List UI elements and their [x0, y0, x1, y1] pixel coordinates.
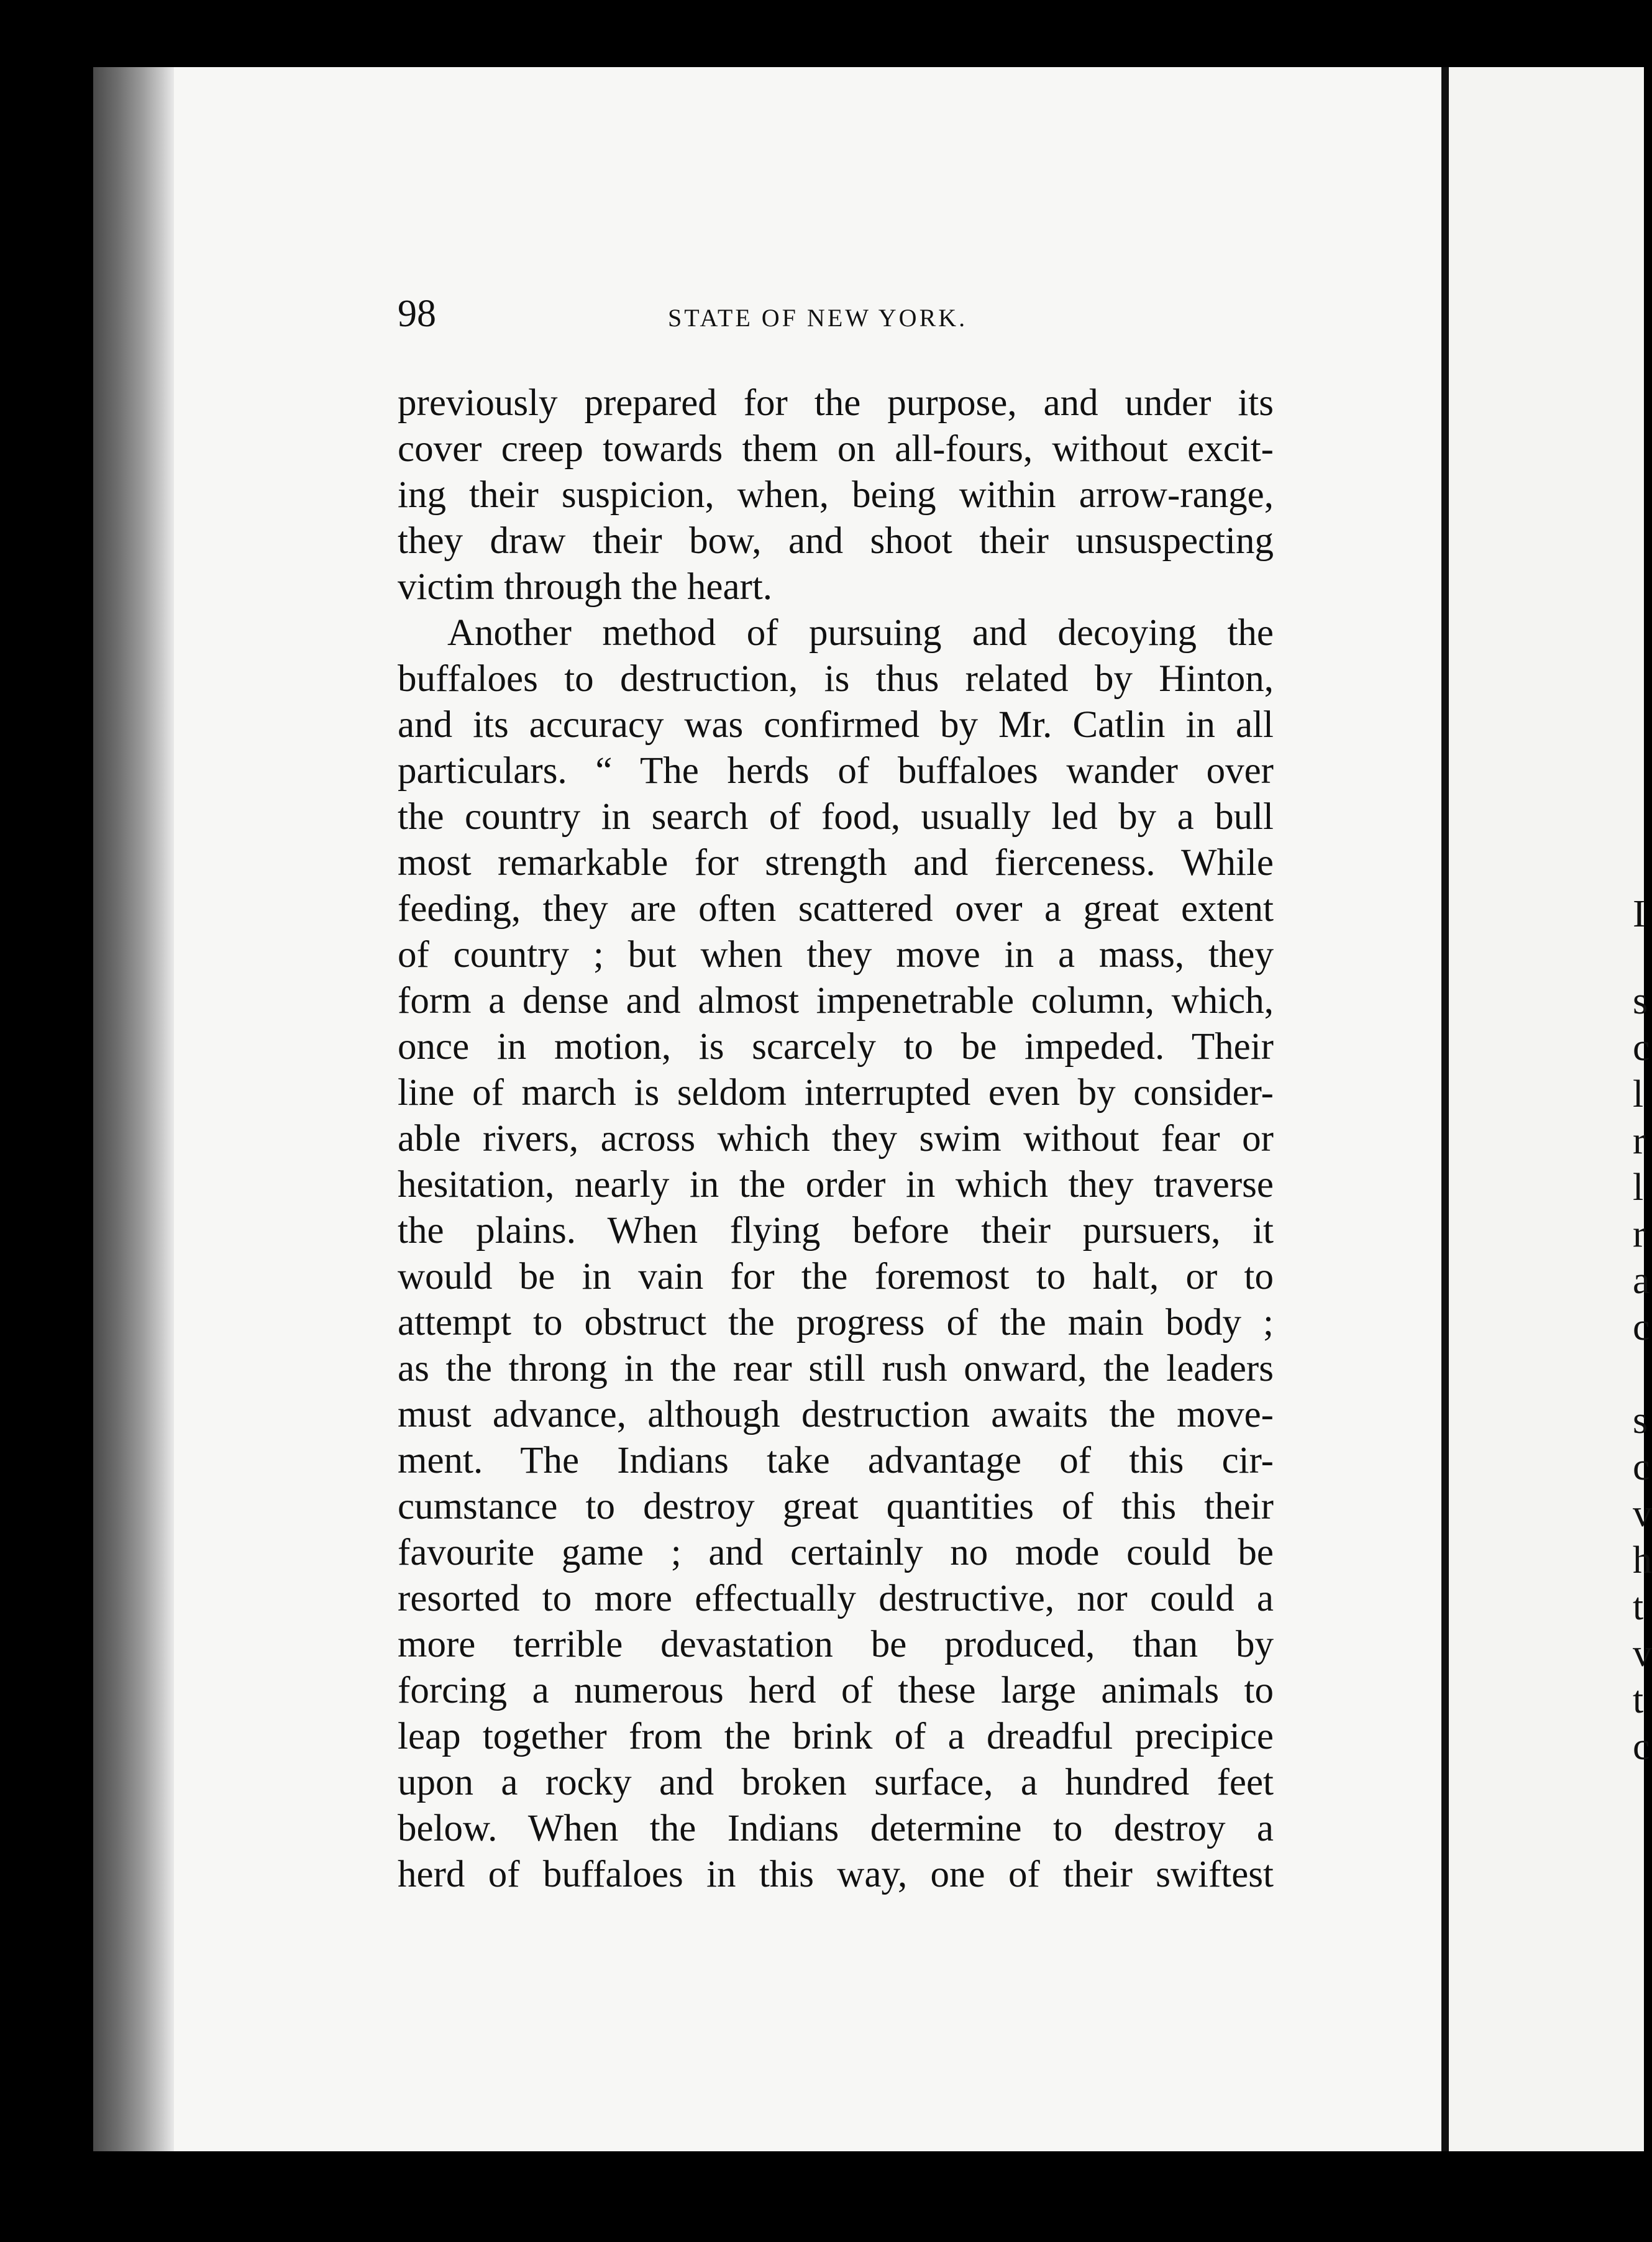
text-line: Another method of pursuing and decoying the	[447, 612, 1274, 654]
facing-page-letter: a	[1633, 1260, 1650, 1302]
text-line: cover creep towards them on all-fours, without excit-	[398, 428, 1274, 470]
book-spine	[1441, 67, 1449, 2151]
text-line: feeding, they are often scattered over a great extent	[398, 888, 1274, 930]
facing-page-letter: c	[1633, 1446, 1650, 1488]
page-header	[398, 292, 1274, 348]
facing-page	[1449, 67, 1644, 2151]
text-line: of country ; but when they move in a mass, they	[398, 934, 1274, 976]
text-line: upon a rocky and broken surface, a hundred feet	[398, 1762, 1274, 1803]
facing-page-letter: v	[1633, 1493, 1652, 1535]
facing-page-letter: r	[1633, 1213, 1646, 1255]
text-line: herd of buffaloes in this way, one of their swiftest	[398, 1854, 1274, 1895]
text-line: they draw their bow, and shoot their unsuspecting	[398, 520, 1274, 562]
text-line: resorted to more effectually destructive, nor could a	[398, 1578, 1274, 1619]
text-line: and its accuracy was confirmed by Mr. Catlin in all	[398, 704, 1274, 746]
facing-page-letter: l	[1633, 1166, 1644, 1209]
page-number: 98	[398, 293, 436, 335]
text-line: ing their suspicion, when, being within arrow-range,	[398, 474, 1274, 516]
text-line: hesitation, nearly in the order in which they traverse	[398, 1164, 1274, 1206]
facing-page-letter: r	[1633, 1120, 1646, 1162]
text-line: victim through the heart.	[398, 566, 773, 608]
facing-page-letter: h	[1633, 1539, 1652, 1581]
text-line: previously prepared for the purpose, and under its	[398, 382, 1274, 424]
text-line: once in motion, is scarcely to be impeded. Their	[398, 1026, 1274, 1068]
text-line: the country in search of food, usually led by a bull	[398, 796, 1274, 838]
facing-page-letter: t	[1633, 1586, 1644, 1628]
text-line: most remarkable for strength and fierceness. While	[398, 842, 1274, 884]
text-line: particulars. “ The herds of buffaloes wander over	[398, 750, 1274, 792]
text-line: buffaloes to destruction, is thus related by Hinton,	[398, 658, 1274, 700]
running-head: STATE OF NEW YORK.	[668, 304, 968, 332]
scan-border-top	[0, 0, 1644, 67]
body-text	[398, 380, 1274, 1898]
text-line: forcing a numerous herd of these large animals to	[398, 1670, 1274, 1711]
text-line: the plains. When flying before their pursuers, it	[398, 1210, 1274, 1251]
text-line: would be in vain for the foremost to halt, or to	[398, 1256, 1274, 1297]
facing-page-letter: s	[1633, 1399, 1648, 1442]
text-line: as the throng in the rear still rush onward, the leaders	[398, 1348, 1274, 1389]
facing-page-letter: c	[1633, 1726, 1650, 1768]
facing-page-letter: l	[1633, 1073, 1644, 1115]
text-line: able rivers, across which they swim without fear or	[398, 1118, 1274, 1160]
scan-border-bottom	[0, 2151, 1644, 2242]
text-line: cumstance to destroy great quantities of this their	[398, 1486, 1274, 1527]
text-line: must advance, although destruction awaits the move-	[398, 1394, 1274, 1435]
text-line: attempt to obstruct the progress of the main body ;	[398, 1302, 1274, 1343]
text-line: ment. The Indians take advantage of this cir-	[398, 1440, 1274, 1481]
page-gutter	[93, 67, 174, 2151]
scan-border-left	[0, 0, 93, 2242]
facing-page-letter: c	[1633, 1027, 1650, 1069]
facing-page-letter: s	[1633, 980, 1648, 1022]
text-line: leap together from the brink of a dreadful precipice	[398, 1716, 1274, 1757]
facing-page-letter: t	[1633, 1679, 1644, 1721]
text-line: more terrible devastation be produced, than by	[398, 1624, 1274, 1665]
text-line: line of march is seldom interrupted even by consider-	[398, 1072, 1274, 1114]
facing-page-letter: I	[1633, 893, 1646, 935]
facing-page-letter: c	[1633, 1306, 1650, 1348]
facing-page-letter: v	[1633, 1632, 1652, 1675]
text-line: favourite game ; and certainly no mode could be	[398, 1532, 1274, 1573]
text-line: form a dense and almost impenetrable column, which,	[398, 980, 1274, 1022]
text-line: below. When the Indians determine to destroy a	[398, 1808, 1274, 1849]
